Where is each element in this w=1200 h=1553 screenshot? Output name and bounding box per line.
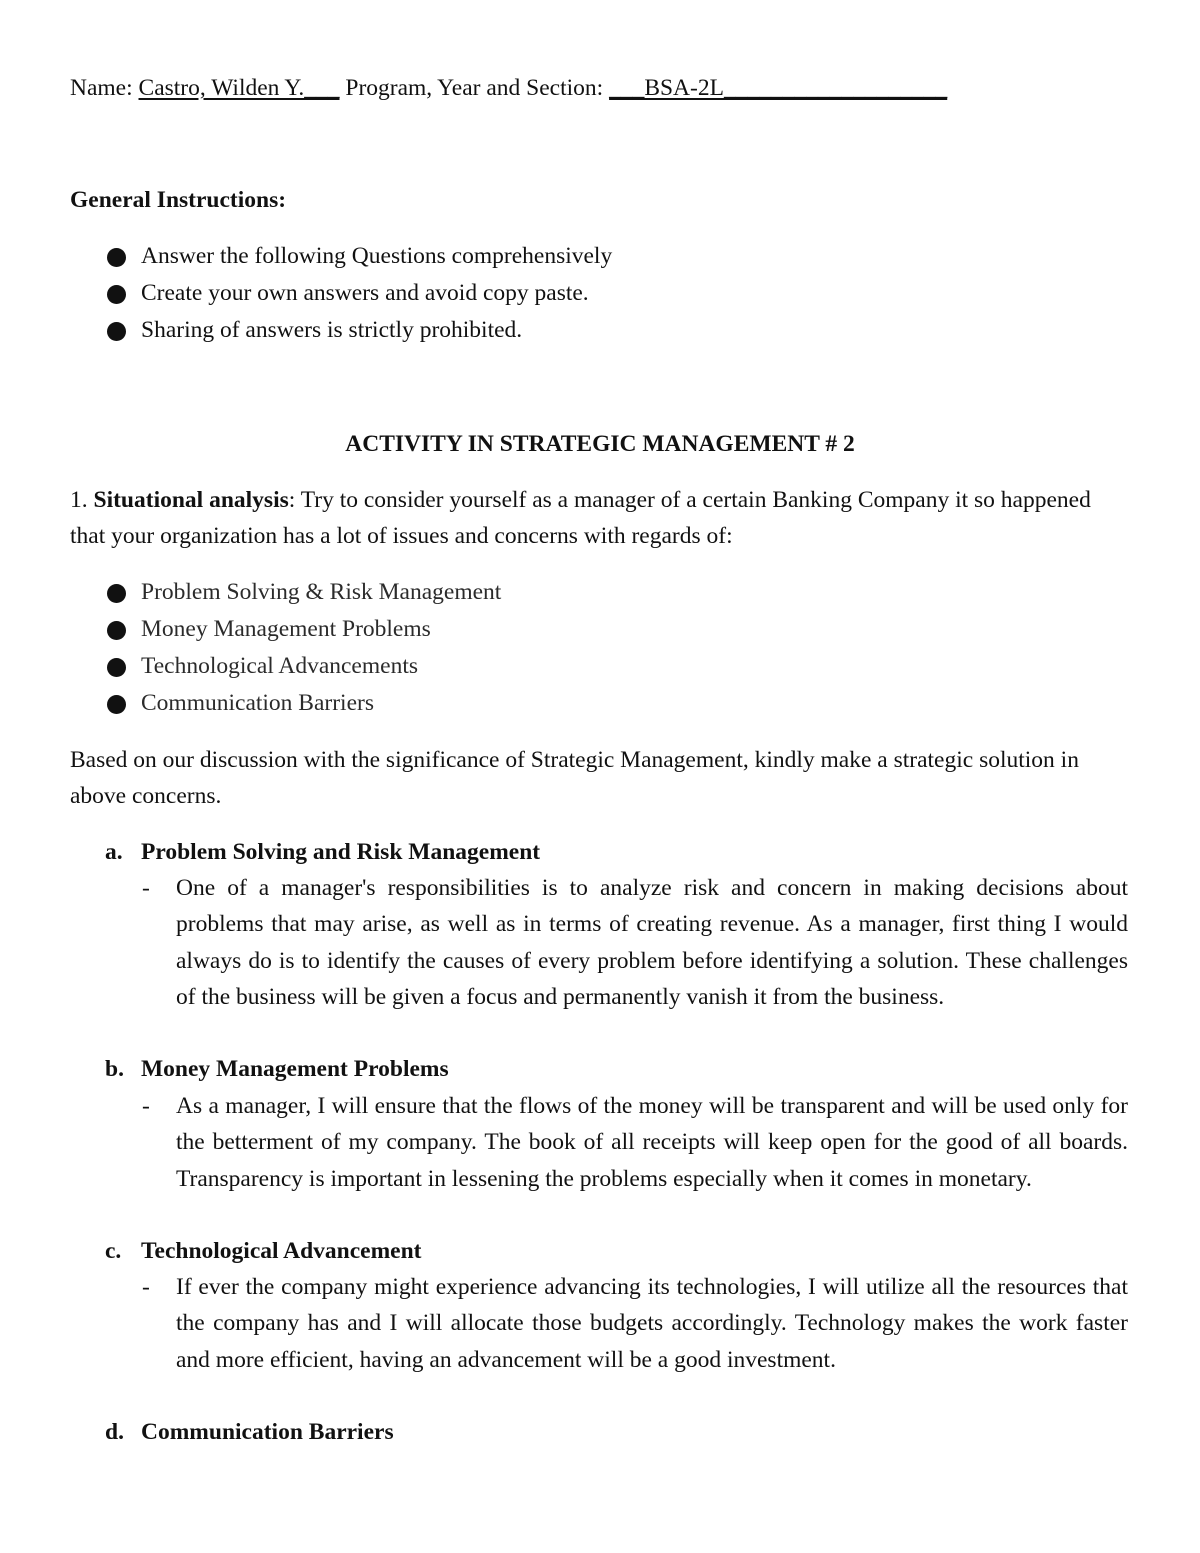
program-label: Program, Year and Section: [345, 75, 604, 101]
section-a-answer [142, 870, 1128, 1016]
concerns-list [0, 574, 501, 722]
section-d-heading [105, 1416, 394, 1448]
answer-text: If ever the company might experience advancing its technologies, I will utilize all the resources that the company has and I will allocate those budgets accordingly. Technology makes the work faster and more efficient, having an advancement will be a good investment. [176, 1274, 1128, 1373]
section-letter: a. [105, 839, 123, 865]
question-text: : Try to consider yourself as a manager of a certain Banking Company it so happened that your organization has a lot of issues and concerns with regards of: [70, 487, 1091, 549]
section-title: Problem Solving and Risk Management [141, 839, 541, 865]
activity-title: ACTIVITY IN STRATEGIC MANAGEMENT # 2 [345, 431, 855, 457]
list-item: Communication Barriers [0, 685, 501, 722]
section-letter: d. [105, 1419, 124, 1445]
instructions-list [0, 238, 612, 349]
list-item: Create your own answers and avoid copy paste. [0, 275, 612, 312]
section-b-answer [142, 1088, 1128, 1197]
section-title: Money Management Problems [141, 1056, 449, 1082]
name-label: Name: [70, 75, 133, 101]
section-c-heading [105, 1235, 422, 1267]
section-a-heading [105, 836, 540, 868]
dash-marker: - [142, 1274, 150, 1300]
general-instructions-title: General Instructions: [70, 187, 287, 213]
list-item: Money Management Problems [0, 611, 501, 648]
name-value: Castro, Wilden Y.___ [138, 75, 340, 101]
answer-text: One of a manager's responsibilities is to analyze risk and concern in making decisions about problems that may arise, as well as in terms of creating revenue. As a manager, first thing I would always do is to identify the causes of every problem before identifying a solution. These challenges of the business will be given a focus and permanently vanish it from the business. [176, 875, 1128, 1011]
bullet-icon [107, 584, 126, 603]
section-title: Communication Barriers [141, 1419, 394, 1445]
bullet-icon [107, 658, 126, 677]
section-c-answer [142, 1269, 1128, 1378]
bullet-icon [107, 248, 126, 267]
dash-marker: - [142, 875, 150, 901]
section-letter: c. [105, 1238, 122, 1264]
question-lead: Situational analysis [93, 487, 289, 513]
section-title: Technological Advancement [141, 1238, 422, 1264]
program-value: ___BSA-2L___________________ [609, 75, 948, 101]
list-item: Answer the following Questions comprehensively [0, 238, 612, 275]
list-item: Sharing of answers is strictly prohibited. [0, 312, 612, 349]
bullet-icon [107, 621, 126, 640]
section-letter: b. [105, 1056, 124, 1082]
dash-marker: - [142, 1093, 150, 1119]
header-line [70, 72, 947, 104]
list-item: Technological Advancements [0, 648, 501, 685]
question-instruction: Based on our discussion with the significance of Strategic Management, kindly make a strategic solution in above concerns. [70, 747, 1079, 809]
question-1 [70, 482, 1130, 554]
answer-text: As a manager, I will ensure that the flows of the money will be transparent and will be used only for the betterment of my company. The book of all receipts will keep open for the good of all boards. Transparency is important in lessening the problems especially when it comes in monetary. [176, 1093, 1128, 1192]
bullet-icon [107, 695, 126, 714]
section-b-heading [105, 1053, 449, 1085]
question-number: 1. [70, 487, 88, 513]
bullet-icon [107, 322, 126, 341]
bullet-icon [107, 285, 126, 304]
list-item: Problem Solving & Risk Management [0, 574, 501, 611]
